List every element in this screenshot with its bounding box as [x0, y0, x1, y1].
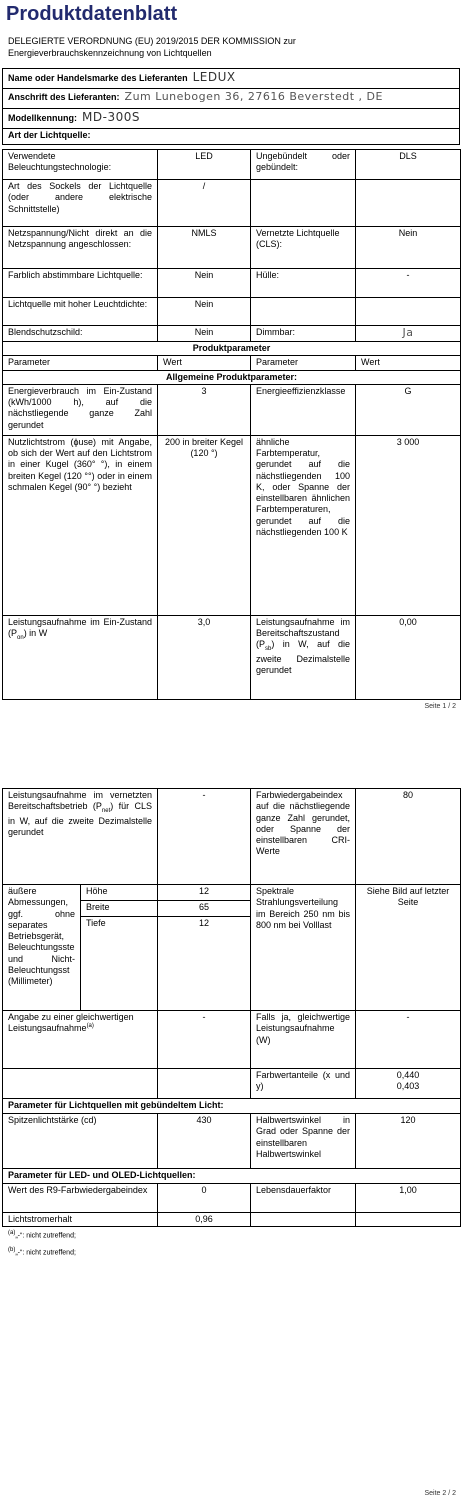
- page-title: Produktdatenblatt: [6, 3, 178, 25]
- spectral-distribution-value: Siehe Bild auf letzter Seite: [356, 885, 461, 1011]
- table-row: [3, 885, 461, 901]
- dimension-value: 12: [158, 917, 251, 1011]
- params-table-page2: [2, 788, 461, 1227]
- col-header-parameter: Parameter: [3, 356, 158, 370]
- tunable-label: Farblich abstimmbare Lichtquelle:: [3, 269, 158, 298]
- table-row: [3, 342, 461, 356]
- peak-intensity-label: Spitzenlichtstärke (cd): [3, 1114, 158, 1169]
- chromaticity-value: [356, 1069, 461, 1099]
- focus-value: DLS: [356, 150, 461, 180]
- on-mode-power-value: 3,0: [158, 615, 251, 699]
- survival-factor-label: Lebensdauerfaktor: [251, 1184, 356, 1213]
- supplier-name-label: Name oder Handelsmarke des Lieferanten: [8, 73, 188, 83]
- anti-glare-value: Nein: [158, 326, 251, 342]
- standby-power-sub: sb: [265, 646, 272, 653]
- equivalent-power-value: -: [158, 1011, 251, 1069]
- networked-standby-text: Leistungsaufnahme im vernetzten Bereitschaftsbetrieb (P: [8, 790, 152, 812]
- empty-cell: [356, 298, 461, 326]
- empty-cell: [251, 180, 356, 227]
- networked-standby-value: -: [158, 789, 251, 885]
- model-label: Modellkennung:: [8, 113, 77, 123]
- dimension-value: 12: [158, 885, 251, 901]
- standby-power-unit: ) in W, auf die zweite Dezimalstelle gerundet: [256, 639, 350, 675]
- mains-value: NMLS: [158, 227, 251, 269]
- chromaticity-y: 0,403: [396, 1081, 420, 1092]
- footnote-b-marker: (b): [8, 1247, 16, 1253]
- on-mode-power-label: [3, 615, 158, 699]
- product-params-heading: Produktparameter: [3, 342, 461, 356]
- table-row: [3, 789, 461, 885]
- cri-label: Farbwiedergabeindex auf die nächstliegende ganze Zahl gerundet, oder Spanne der einstellbaren CRI-Werte: [251, 789, 356, 885]
- table-row: [3, 269, 461, 298]
- energy-class-label: Energieeffizienzklasse: [251, 384, 356, 435]
- supplier-address-value: Zum Lunebogen 36, 27616 Beverstedt , DE: [124, 90, 383, 103]
- led-params-heading: Parameter für LED- und OLED-Lichtquellen:: [3, 1169, 461, 1184]
- envelope-label: Hülle:: [251, 269, 356, 298]
- equivalent-power-w-label: Falls ja, gleichwertige Leistungsaufnahme (W): [251, 1011, 356, 1069]
- energy-consumption-value: 3: [158, 384, 251, 435]
- light-source-type-heading: Art der Lichtquelle:: [3, 129, 460, 145]
- color-temperature-label: ähnliche Farbtemperatur, gerundet auf die nächstliegenden 100 K, oder Spanne der einstellbaren ähnlichen Farbtemperaturen, gerundet auf die nächstliegenden 100 K: [251, 435, 356, 615]
- table-row: [3, 1184, 461, 1213]
- high-luminance-label: Lichtquelle mit hoher Leuchtdichte:: [3, 298, 158, 326]
- standby-power-label: [251, 615, 356, 699]
- footnote-b-text: „-“: nicht zutreffend;: [15, 1249, 76, 1257]
- table-row: [3, 1069, 461, 1099]
- empty-cell: [251, 298, 356, 326]
- peak-intensity-value: 430: [158, 1114, 251, 1169]
- on-mode-power-unit: ) in W: [23, 628, 48, 638]
- luminous-flux-value: 200 in breiter Kegel (120 °): [158, 435, 251, 615]
- color-temperature-value: 3 000: [356, 435, 461, 615]
- page-number: Seite 1 / 2: [424, 703, 456, 710]
- focus-label: Ungebündelt oder gebündelt:: [251, 150, 356, 180]
- networked-standby-sub: net: [101, 808, 111, 815]
- col-header-value: Wert: [356, 356, 461, 370]
- chromaticity-x: 0,440: [396, 1070, 420, 1080]
- type-table: [2, 149, 461, 700]
- r9-label: Wert des R9-Farbwiedergabeindex: [3, 1184, 158, 1213]
- table-row: [3, 1011, 461, 1069]
- chromaticity-label: Farbwertanteile (x und y): [251, 1069, 356, 1099]
- cri-value: 80: [356, 789, 461, 885]
- envelope-value: -: [356, 269, 461, 298]
- table-row: [3, 1213, 461, 1227]
- cap-type-value: /: [158, 180, 251, 227]
- cls-label: Vernetzte Lichtquelle (CLS):: [251, 227, 356, 269]
- lumen-maintenance-label: Lichtstromerhalt: [3, 1213, 158, 1227]
- table-row: [3, 227, 461, 269]
- table-row: [3, 1114, 461, 1169]
- footnote-a: [8, 1230, 76, 1241]
- spectral-distribution-label: Spektrale Strahlungsverteilung im Bereich 250 nm bis 800 nm bei Volllast: [251, 885, 356, 1011]
- model-row: [3, 109, 460, 129]
- dimension-name: Höhe: [81, 885, 158, 901]
- on-mode-power-sub: on: [17, 634, 24, 641]
- energy-class-value: G: [356, 384, 461, 435]
- equivalent-power-w-value: -: [356, 1011, 461, 1069]
- survival-factor-value: 1,00: [356, 1184, 461, 1213]
- table-row: [3, 180, 461, 227]
- dimension-name: Breite: [81, 901, 158, 917]
- equivalent-power-label: [3, 1011, 158, 1069]
- table-row: [3, 384, 461, 435]
- col-header-value: Wert: [158, 356, 251, 370]
- supplier-table: [2, 68, 460, 145]
- high-luminance-value: Nein: [158, 298, 251, 326]
- dimension-value: 65: [158, 901, 251, 917]
- supplier-address-row: [3, 89, 460, 109]
- technology-value: LED: [158, 150, 251, 180]
- empty-cell: [3, 1069, 158, 1099]
- tunable-value: Nein: [158, 269, 251, 298]
- dimensions-label: äußere Abmessungen, ggf. ohne separates Betriebsgerät, Beleuchtungsste und Nicht-Beleuchtungsst (Millimeter): [3, 885, 81, 1011]
- technology-label: Verwendete Beleuchtungstechnologie:: [3, 150, 158, 180]
- page-number: Seite 2 / 2: [424, 1490, 456, 1497]
- on-mode-power-text: Leistungsaufnahme im Ein-Zustand (P: [8, 616, 152, 638]
- mains-label: Netzspannung/Nicht direkt an die Netzspannung angeschlossen:: [3, 227, 158, 269]
- equivalent-power-sup: (a): [86, 1023, 94, 1030]
- empty-cell: [251, 1213, 356, 1227]
- cls-value: Nein: [356, 227, 461, 269]
- empty-cell: [356, 1213, 461, 1227]
- footnote-a-text: „-“: nicht zutreffend;: [15, 1232, 76, 1240]
- dimmable-label: Dimmbar:: [251, 326, 356, 342]
- model-value: MD-300S: [82, 110, 140, 124]
- table-row: [3, 1099, 461, 1114]
- empty-cell: [356, 180, 461, 227]
- networked-standby-unit: ) für CLS in W, auf die zweite Dezimalstelle gerundet: [8, 801, 152, 837]
- standby-power-value: 0,00: [356, 615, 461, 699]
- networked-standby-label: [3, 789, 158, 885]
- empty-cell: [158, 1069, 251, 1099]
- table-row: [3, 1169, 461, 1184]
- equivalent-power-text: Angabe zu einer gleichwertigen Leistungsaufnahme: [8, 1012, 134, 1034]
- regulation-subtitle: DELEGIERTE VERORDNUNG (EU) 2019/2015 DER KOMMISSION zur Energieverbrauchskennzeichnung von Lichtquellen: [8, 36, 296, 58]
- page-2: [0, 780, 462, 1500]
- focused-light-heading: Parameter für Lichtquellen mit gebündeltem Licht:: [3, 1099, 461, 1114]
- footnote-b: [8, 1247, 76, 1258]
- footnote-a-marker: (a): [8, 1230, 16, 1236]
- beam-angle-value: 120: [356, 1114, 461, 1169]
- table-row: [3, 356, 461, 370]
- dimmable-value-text: Ja: [402, 326, 414, 339]
- supplier-name-value: LEDUX: [192, 70, 236, 84]
- lumen-maintenance-value: 0,96: [158, 1213, 251, 1227]
- dimmable-value: [356, 326, 461, 342]
- col-header-parameter: Parameter: [251, 356, 356, 370]
- table-row: [3, 370, 461, 384]
- table-row: [3, 435, 461, 615]
- supplier-name-row: [3, 69, 460, 89]
- page-1: [0, 0, 462, 720]
- energy-consumption-label: Energieverbrauch im Ein-Zustand (kWh/1000 h), auf die nächstliegende ganze Zahl gerundet: [3, 384, 158, 435]
- beam-angle-label: Halbwertswinkel in Grad oder Spanne der einstellbaren Halbwertswinkel: [251, 1114, 356, 1169]
- anti-glare-label: Blendschutzschild:: [3, 326, 158, 342]
- luminous-flux-label: Nutzlichtstrom (ϕuse) mit Angabe, ob sich der Wert auf den Lichtstrom in einer Kugel (360° °), in einem breiten Kegel (120 °°) oder in einem schmalen Kegel (90° °) bezieht: [3, 435, 158, 615]
- general-params-heading: Allgemeine Produktparameter:: [3, 370, 461, 384]
- r9-value: 0: [158, 1184, 251, 1213]
- cap-type-label: Art des Sockels der Lichtquelle (oder andere elektrische Schnittstelle): [3, 180, 158, 227]
- supplier-address-label: Anschrift des Lieferanten:: [8, 92, 120, 102]
- standby-power-text: Leistungsaufnahme im Bereitschaftszustand (P: [256, 616, 350, 650]
- table-row: [3, 615, 461, 699]
- table-row: [3, 326, 461, 342]
- table-row: [3, 298, 461, 326]
- table-row: [3, 150, 461, 180]
- dimension-name: Tiefe: [81, 917, 158, 1011]
